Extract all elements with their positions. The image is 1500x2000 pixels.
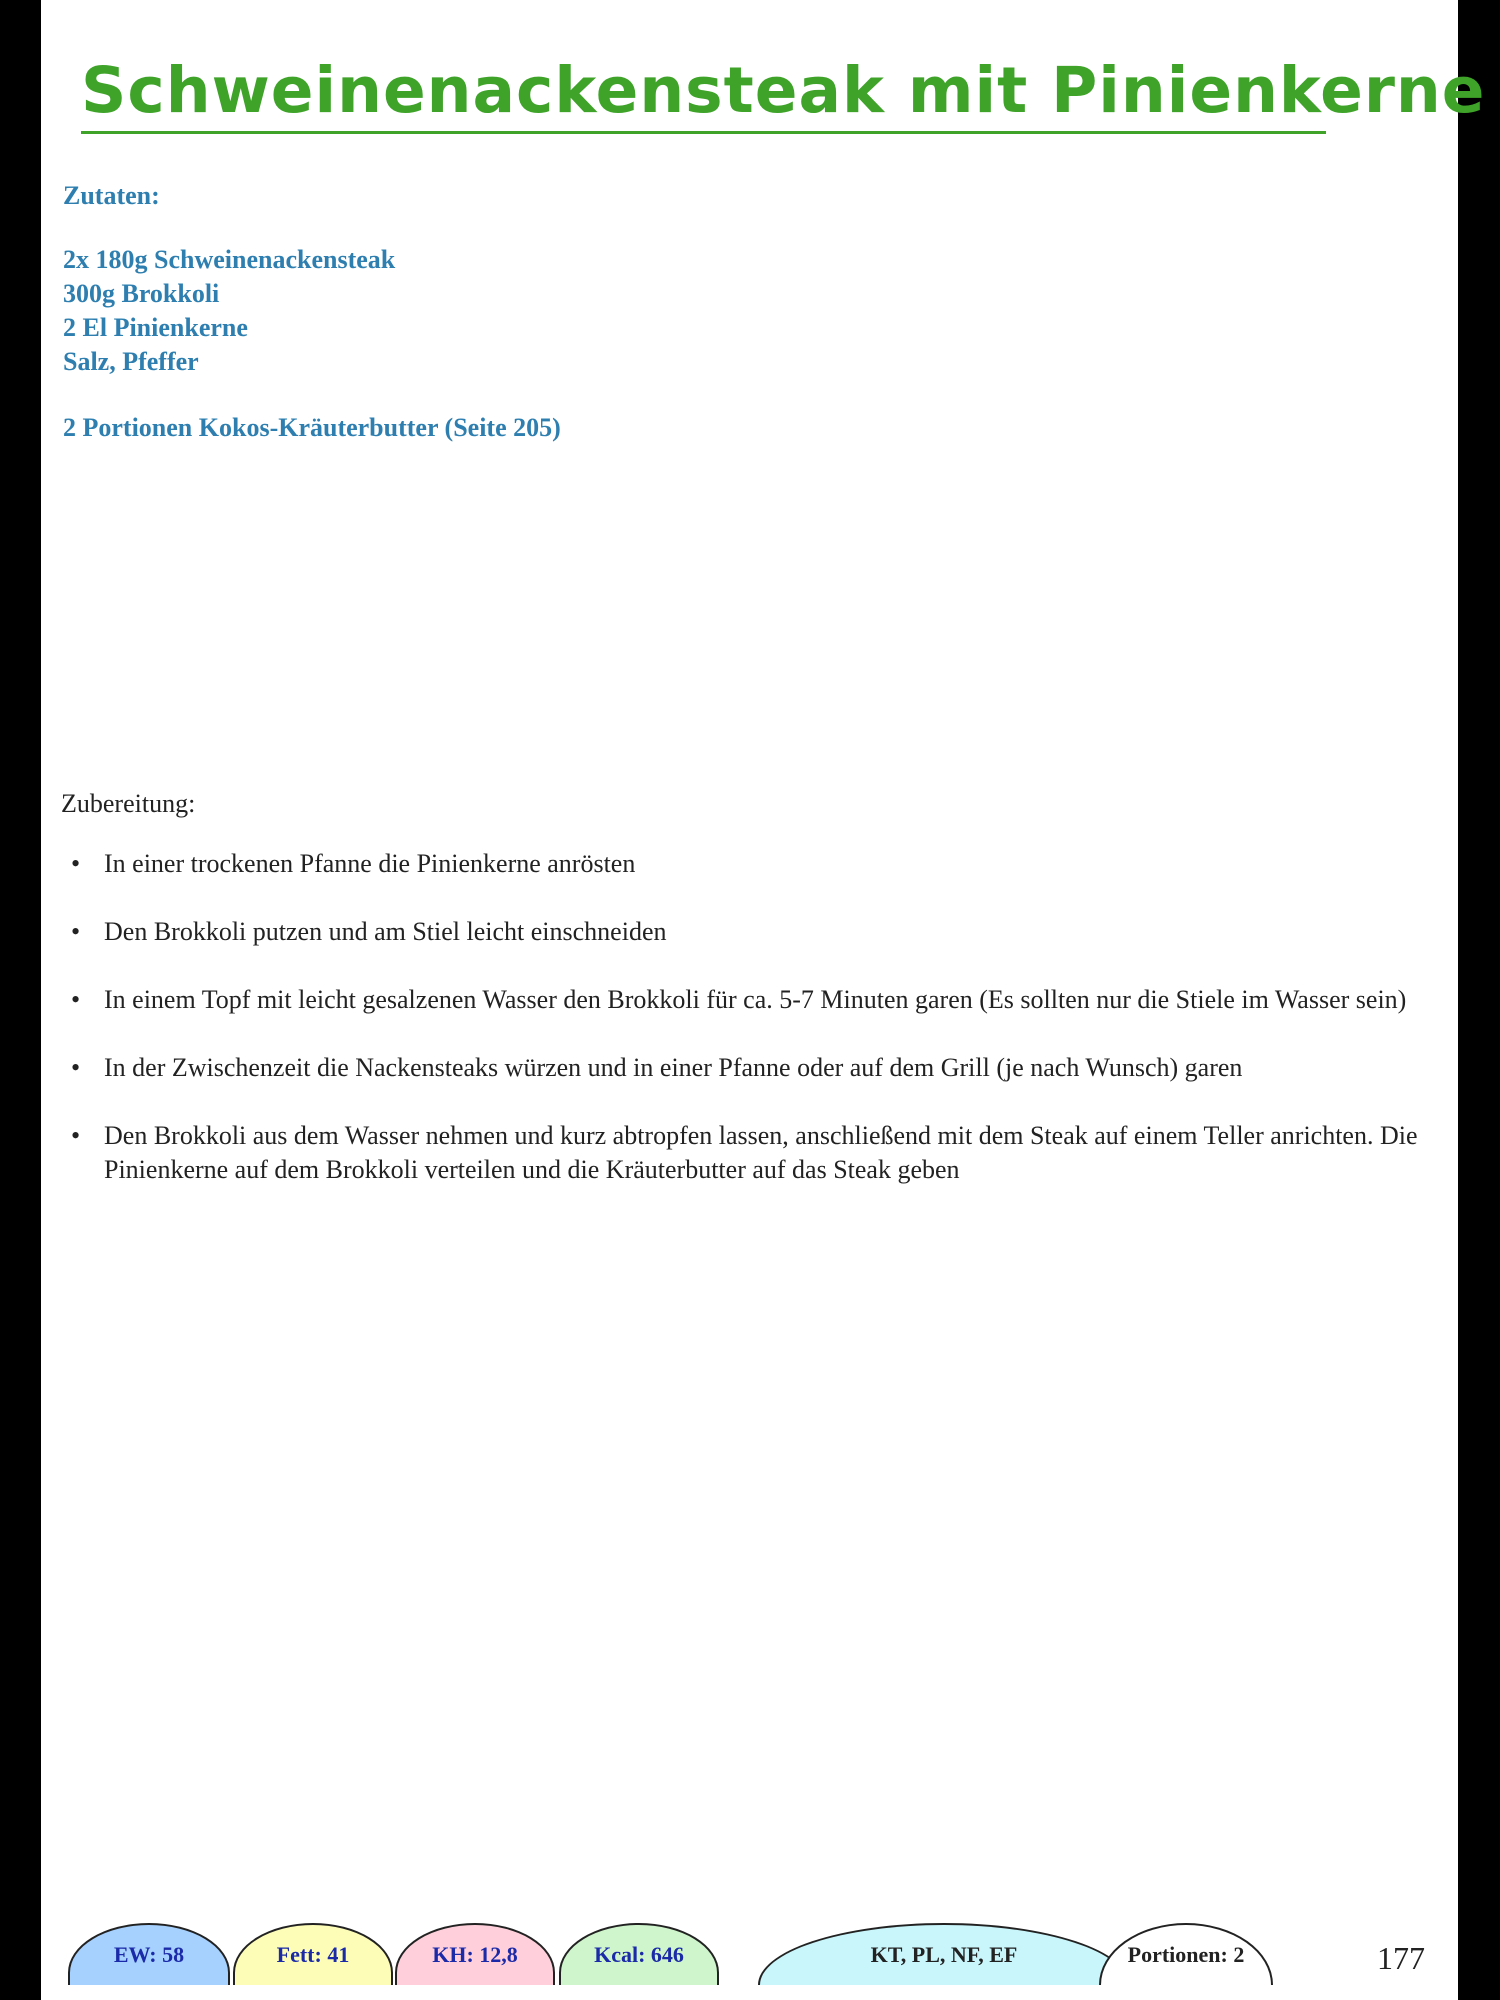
- diet-tags-badge: KT, PL, NF, EF: [758, 1923, 1130, 1985]
- page-number: 177: [1377, 1940, 1425, 1976]
- bullet-icon: •: [71, 1121, 81, 1150]
- ingredients-list: [63, 243, 395, 379]
- step-text: In der Zwischenzeit die Nackensteaks würzen und in einer Pfanne oder auf dem Grill (je nach Wunsch) garen: [104, 1053, 1243, 1082]
- fat-badge: Fett: 41: [233, 1923, 393, 1985]
- calories-badge: Kcal: 646: [559, 1923, 719, 1985]
- step-text: Den Brokkoli aus dem Wasser nehmen und kurz abtropfen lassen, anschließend mit dem Steak auf einem Teller anrichten. Die Pinienkerne auf dem Brokkoli verteilen und die Kräuterbutter auf das Steak geben: [104, 1121, 1418, 1184]
- step-item: [61, 1119, 1451, 1187]
- step-item: [61, 1051, 1451, 1085]
- preparation-heading: Zubereitung:: [61, 789, 196, 818]
- step-text: Den Brokkoli putzen und am Stiel leicht einschneiden: [104, 917, 667, 946]
- step-text: In einer trockenen Pfanne die Pinienkerne anrösten: [104, 849, 636, 878]
- bullet-icon: •: [71, 1053, 81, 1082]
- step-item: [61, 915, 1451, 949]
- ingredient-item: Salz, Pfeffer: [63, 347, 199, 376]
- bullet-icon: •: [71, 849, 81, 878]
- recipe-page: [41, 0, 1486, 2000]
- portions-badge: Portionen: 2: [1099, 1923, 1273, 1985]
- recipe-title: Schweinenackensteak mit Pinienkerne: [81, 54, 1486, 127]
- ingredients-heading: Zutaten:: [63, 181, 160, 210]
- ingredient-item: 2x 180g Schweinenackensteak: [63, 245, 396, 274]
- bullet-icon: •: [71, 917, 81, 946]
- title-underline: [81, 131, 1326, 134]
- step-text: In einem Topf mit leicht gesalzenen Wasser den Brokkoli für ca. 5-7 Minuten garen (Es sollten nur die Stiele im Wasser sein): [104, 985, 1407, 1014]
- bullet-icon: •: [71, 985, 81, 1014]
- protein-badge: EW: 58: [68, 1923, 230, 1985]
- preparation-steps: [61, 847, 1451, 1221]
- step-item: [61, 847, 1451, 881]
- ingredient-item: 300g Brokkoli: [63, 279, 220, 308]
- carbs-badge: KH: 12,8: [395, 1923, 555, 1985]
- step-item: [61, 983, 1451, 1017]
- butter-note: 2 Portionen Kokos-Kräuterbutter (Seite 205): [63, 413, 561, 442]
- ingredient-item: 2 El Pinienkerne: [63, 313, 248, 342]
